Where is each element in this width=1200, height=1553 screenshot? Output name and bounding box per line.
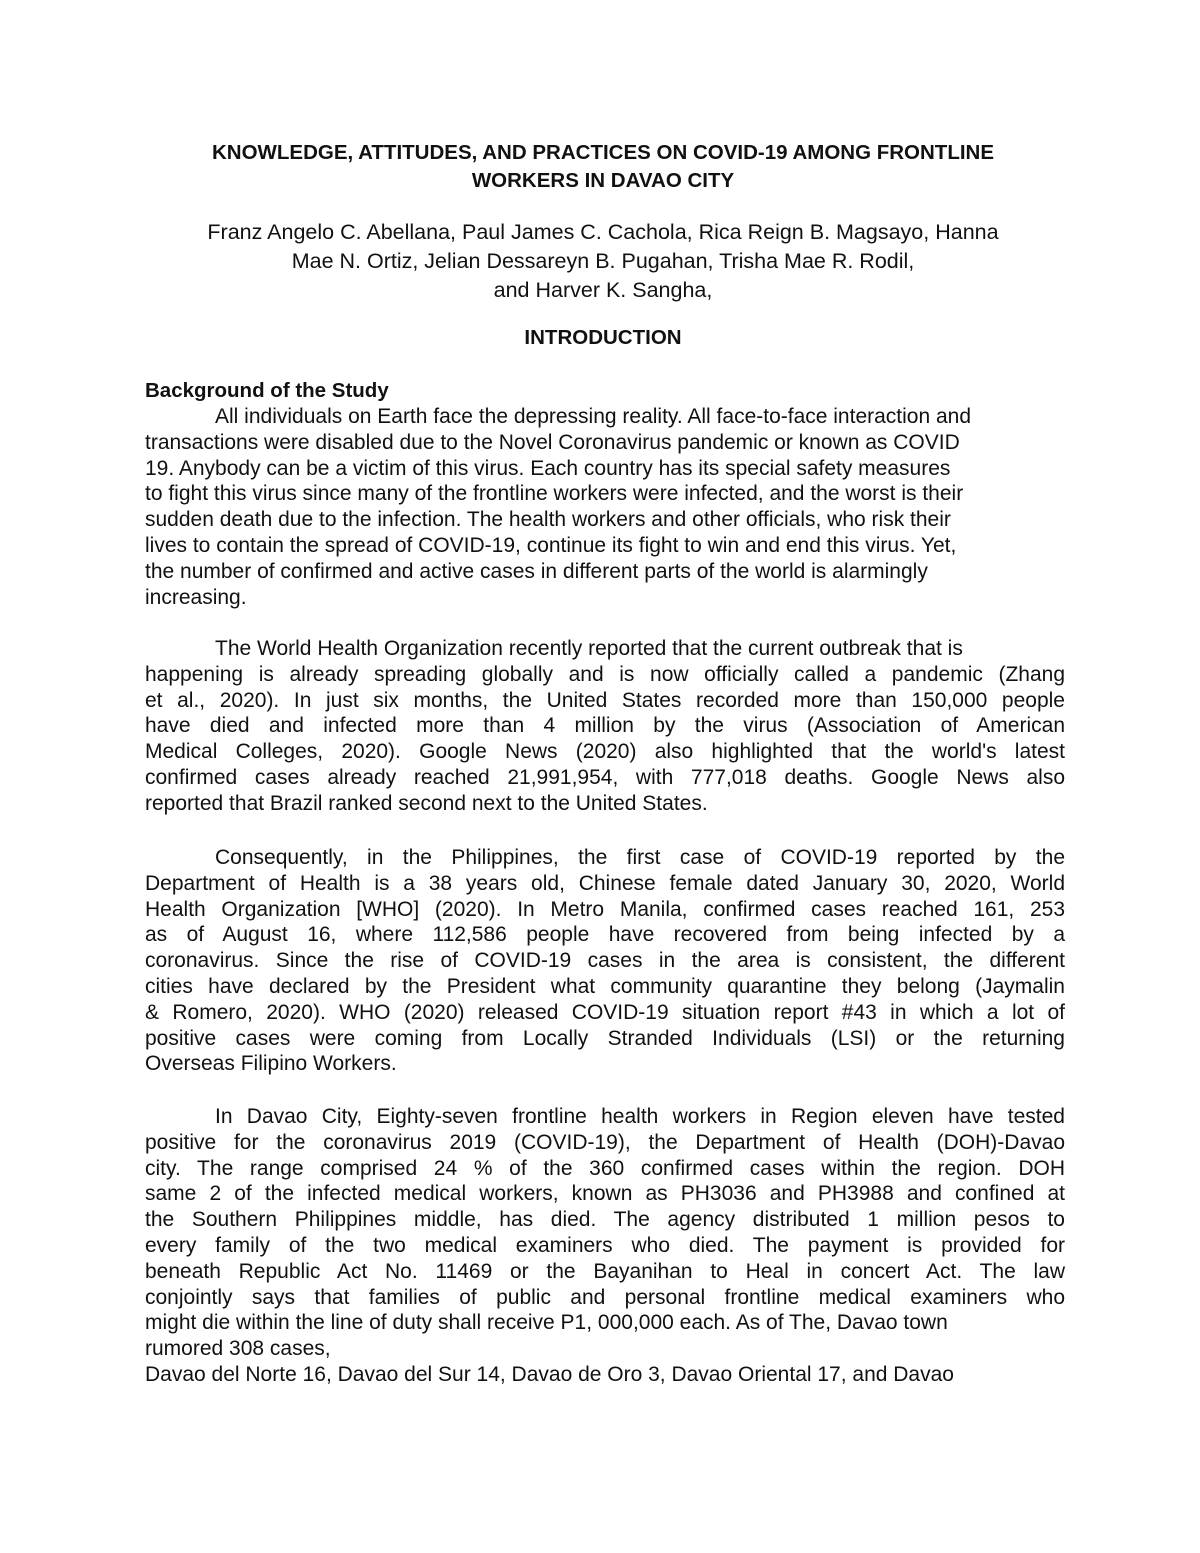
paragraph-line: cities have declared by the President what community quarantine they belong (Jaymalin [145,974,1065,998]
paragraph-line: lives to contain the spread of COVID-19, continue its fight to win and end this virus. Yet, [145,533,957,557]
author-list [120,218,1086,305]
paragraph-line: the Southern Philippines middle, has died. The agency distributed 1 million pesos to [145,1208,1065,1232]
section-heading: INTRODUCTION [524,326,682,349]
body-paragraph [145,1104,1065,1388]
paragraph-line: Overseas Filipino Workers. [145,1052,397,1076]
paragraph-line: confirmed cases already reached 21,991,954, with 777,018 deaths. Google News also [145,765,1065,789]
author-line: and Harver K. Sangha, [493,278,713,302]
paragraph-line: conjointly says that families of public and personal frontline medical examiners who [145,1285,1065,1309]
paragraph-line: In Davao City, Eighty-seven frontline health workers in Region eleven have tested [215,1105,1065,1128]
paragraph-line: Department of Health is a 38 years old, Chinese female dated January 30, 2020, World [145,871,1065,895]
paragraph-line: sudden death due to the infection. The health workers and other officials, who risk their [145,508,951,532]
paragraph-line: et al., 2020). In just six months, the United States recorded more than 150,000 people [145,688,1065,712]
paragraph-line: same 2 of the infected medical workers, known as PH3036 and PH3988 and confined at [145,1182,1065,1206]
paragraph-line: Davao del Norte 16, Davao del Sur 14, Davao de Oro 3, Davao Oriental 17, and Davao [145,1362,954,1386]
paragraph-line: Health Organization [WHO] (2020). In Metro Manila, confirmed cases reached 161, 253 [145,897,1065,921]
body-paragraph [145,404,1065,610]
paragraph-line: & Romero, 2020). WHO (2020) released COVID-19 situation report #43 in which a lot of [145,1000,1065,1024]
paragraph-line: happening is already spreading globally and is now officially called a pandemic (Zhang [145,662,1065,686]
paragraph-line: increasing. [145,585,247,609]
paragraph-line: Medical Colleges, 2020). Google News (2020) also highlighted that the world's latest [145,740,1065,764]
paragraph-line: every family of the two medical examiners who died. The payment is provided for [145,1233,1065,1257]
body-paragraph [145,636,1065,817]
paragraph-line: as of August 16, where 112,586 people have recovered from being infected by a [145,923,1065,947]
paragraph-line: transactions were disabled due to the Novel Coronavirus pandemic or known as COVID [145,430,960,454]
paragraph-line: have died and infected more than 4 million by the virus (Association of American [145,714,1065,738]
paragraph-line: positive cases were coming from Locally Stranded Individuals (LSI) or the returning [145,1026,1065,1050]
paragraph-line: might die within the line of duty shall receive P1, 000,000 each. As of The, Davao town [145,1311,948,1335]
paragraph-line: reported that Brazil ranked second next to the United States. [145,791,708,815]
paragraph-line: city. The range comprised 24 % of the 360 confirmed cases within the region. DOH [145,1156,1065,1180]
paragraph-line: 19. Anybody can be a victim of this virus. Each country has its special safety measures [145,456,951,480]
paragraph-line: coronavirus. Since the rise of COVID-19 cases in the area is consistent, the different [145,949,1065,973]
body-paragraph [145,845,1065,1077]
author-line: Mae N. Ortiz, Jelian Dessareyn B. Pugahan, Trisha Mae R. Rodil, [291,249,915,273]
paragraph-line: rumored 308 cases, [145,1337,331,1361]
paragraph-line: The World Health Organization recently reported that the current outbreak that is [215,637,963,660]
author-line: Franz Angelo C. Abellana, Paul James C. Cachola, Rica Reign B. Magsayo, Hanna [207,220,999,244]
paper-title [120,139,1086,195]
paragraph-line: the number of confirmed and active cases in different parts of the world is alarmingly [145,559,928,583]
paragraph-line: beneath Republic Act No. 11469 or the Bayanihan to Heal in concert Act. The law [145,1259,1065,1283]
paragraph-line: to fight this virus since many of the frontline workers were infected, and the worst is their [145,482,964,506]
paper-title-line: KNOWLEDGE, ATTITUDES, AND PRACTICES ON COVID-19 AMONG FRONTLINE [211,141,995,164]
paper-title-line: WORKERS IN DAVAO CITY [471,169,735,192]
paragraph-line: positive for the coronavirus 2019 (COVID-19), the Department of Health (DOH)-Davao [145,1130,1065,1154]
paragraph-line: All individuals on Earth face the depressing reality. All face-to-face interaction and [215,405,972,428]
subsection-heading: Background of the Study [145,379,389,402]
paragraph-line: Consequently, in the Philippines, the first case of COVID-19 reported by the [215,846,1065,869]
